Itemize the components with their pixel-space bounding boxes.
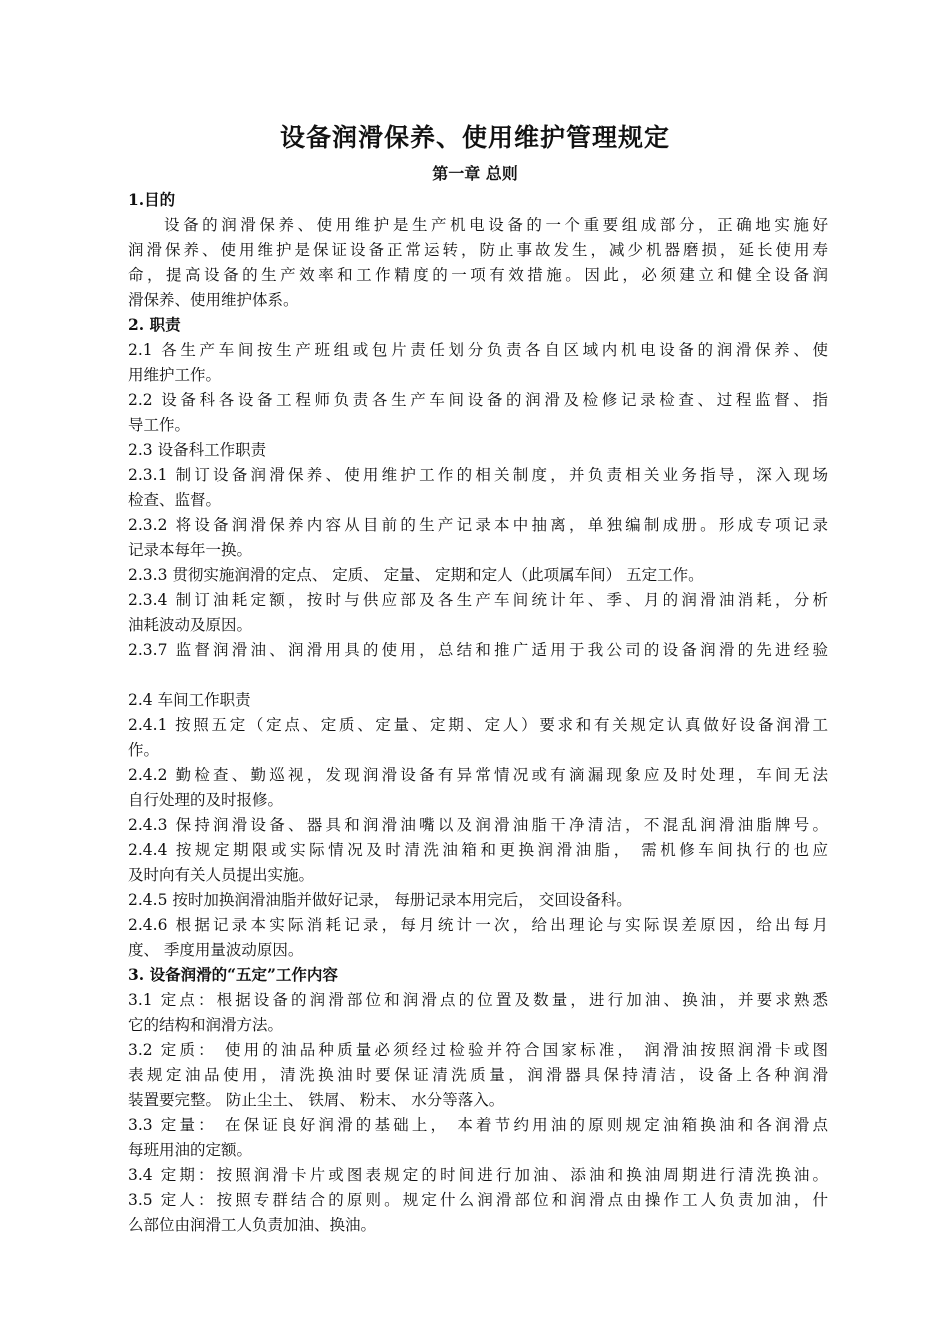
paragraph-line: 导工作。 — [128, 416, 191, 434]
paragraph-line: 2.3.7 监督润滑油、润滑用具的使用，总结和推广适用于我公司的设备润滑的先进经验 — [128, 641, 828, 659]
paragraph-line: 2.4.4 按规定期限或实际情况及时清洗油箱和更换润滑油脂， 需机修车间执行的也应 — [128, 841, 828, 859]
paragraph-line: 润滑保养、使用维护是保证设备正常运转，防止事故发生，减少机器磨损，延长使用寿 — [128, 241, 828, 259]
paragraph-line: 2.3.2 将设备润滑保养内容从目前的生产记录本中抽离，单独编制成册。形成专项记录 — [128, 516, 828, 534]
paragraph-line: 2.4.1 按照五定（定点、定质、定量、定期、定人）要求和有关规定认真做好设备润滑工 — [128, 716, 828, 734]
paragraph-line: 自行处理的及时报修。 — [128, 791, 284, 809]
paragraph-line: 2.3.3 贯彻实施润滑的定点、 定质、 定量、 定期和定人（此项属车间） 五定工作。 — [128, 566, 704, 584]
paragraph-line: 及时向有关人员提出实施。 — [128, 866, 315, 884]
paragraph-line: 2.4.3 保持润滑设备、器具和润滑油嘴以及润滑油脂干净清洁，不混乱润滑油脂牌号。 — [128, 816, 828, 834]
document-title: 设备润滑保养、使用维护管理规定 — [279, 123, 670, 152]
section-heading: 2. 职责 — [128, 315, 181, 334]
paragraph-line: 3.5 定人：按照专群结合的原则。规定什么润滑部位和润滑点由操作工人负责加油，什 — [128, 1191, 828, 1209]
paragraph-line: 装置要完整。 防止尘土、 铁屑、 粉末、 水分等落入。 — [128, 1091, 505, 1109]
paragraph-line: 2.4.2 勤检查、勤巡视，发现润滑设备有异常情况或有滴漏现象应及时处理，车间无法 — [128, 766, 828, 784]
paragraph-line: 3.1 定点：根据设备的润滑部位和润滑点的位置及数量，进行加油、换油，并要求熟悉 — [128, 991, 828, 1009]
paragraph-line: 设备的润滑保养、使用维护是生产机电设备的一个重要组成部分，正确地实施好 — [164, 216, 828, 234]
paragraph-line: 滑保养、使用维护体系。 — [128, 291, 299, 309]
paragraph-line: 3.4 定期：按照润滑卡片或图表规定的时间进行加油、添油和换油周期进行清洗换油。 — [128, 1166, 828, 1184]
paragraph-line: 么部位由润滑工人负责加油、换油。 — [128, 1216, 377, 1234]
paragraph-line: 2.2 设备科各设备工程师负责各生产车间设备的润滑及检修记录检查、过程监督、指 — [128, 391, 828, 409]
paragraph-line: 记录本每年一换。 — [128, 541, 253, 559]
paragraph-line: 2.3.4 制订油耗定额，按时与供应部及各生产车间统计年、季、月的润滑油消耗，分析 — [128, 591, 828, 609]
paragraph-line: 度、 季度用量波动原因。 — [128, 941, 304, 959]
paragraph-line: 检查、监督。 — [128, 491, 222, 509]
paragraph-line: 2.1 各生产车间按生产班组或包片责任划分负责各自区域内机电设备的润滑保养、使 — [128, 341, 828, 359]
subsection-heading: 2.3 设备科工作职责 — [128, 441, 267, 459]
paragraph-line: 3.2 定质： 使用的油品种质量必须经过检验并符合国家标准， 润滑油按照润滑卡或图 — [128, 1041, 828, 1059]
paragraph-line: 它的结构和润滑方法。 — [128, 1016, 284, 1034]
paragraph-line: 命，提高设备的生产效率和工作精度的一项有效措施。因此，必须建立和健全设备润 — [128, 266, 828, 284]
paragraph-line: 表规定油品使用，清洗换油时要保证清洗质量，润滑器具保持清洁，设备上各种润滑 — [128, 1066, 828, 1084]
section-heading: 3. 设备润滑的“五定”工作内容 — [128, 965, 338, 984]
paragraph-line: 作。 — [128, 741, 160, 759]
paragraph-line: 3.3 定量： 在保证良好润滑的基础上， 本着节约用油的原则规定油箱换油和各润滑点 — [128, 1116, 828, 1134]
paragraph-line: 2.4.6 根据记录本实际消耗记录，每月统计一次，给出理论与实际误差原因，给出每月 — [128, 916, 828, 934]
paragraph-line: 2.4.5 按时加换润滑油脂并做好记录， 每册记录本用完后， 交回设备科。 — [128, 891, 632, 909]
subsection-heading: 2.4 车间工作职责 — [128, 691, 251, 709]
paragraph-line: 2.3.1 制订设备润滑保养、使用维护工作的相关制度，并负责相关业务指导，深入现场 — [128, 466, 828, 484]
paragraph-line: 每班用油的定额。 — [128, 1141, 253, 1159]
chapter-heading: 第一章 总则 — [432, 164, 518, 183]
paragraph-line: 油耗波动及原因。 — [128, 616, 253, 634]
section-heading: 1.目的 — [128, 190, 176, 209]
paragraph-line: 用维护工作。 — [128, 366, 222, 384]
